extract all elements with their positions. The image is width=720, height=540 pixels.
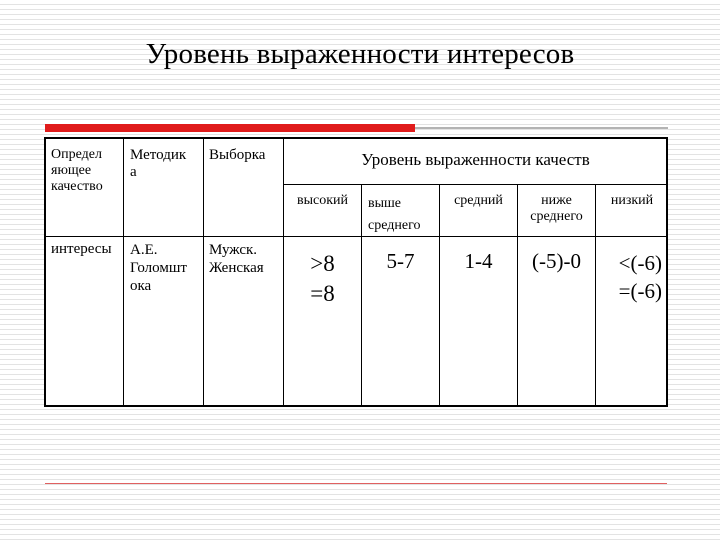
col-divider [203,139,204,405]
header-quality: Определ яющее качество [51,147,103,194]
header-level-average: средний [454,193,503,208]
header-sample: Выборка [209,147,266,163]
row-method: А.Е. Голомшт ока [130,242,187,294]
row-quality: интересы [51,241,112,257]
value-average: 1-4 [464,249,493,273]
value-below-average: (-5)-0 [532,249,581,273]
header-level-above-average: выше среднего [368,196,421,233]
title-accent-bar [45,124,415,132]
title-rule [415,127,668,129]
header-level-low: низкий [610,193,654,208]
slide-title: Уровень выраженности интересов [145,38,575,70]
header-level-high: высокий [296,193,349,208]
row-divider [46,236,668,237]
col-divider [123,139,124,405]
value-above-average: 5-7 [386,249,415,273]
header-method: Методик а [130,147,187,180]
col-divider [361,184,362,405]
row-sample: Мужск. Женская [209,242,264,276]
header-level-below-average: ниже среднего [530,193,583,224]
interest-level-table [44,137,668,407]
value-low: <(-6) =(-6) [618,251,662,303]
footer-rule [45,483,667,484]
col-divider [439,184,440,405]
row-divider [283,184,668,185]
value-high: >8 =8 [310,251,335,306]
header-level-group: Уровень выраженности качеств [361,150,590,169]
